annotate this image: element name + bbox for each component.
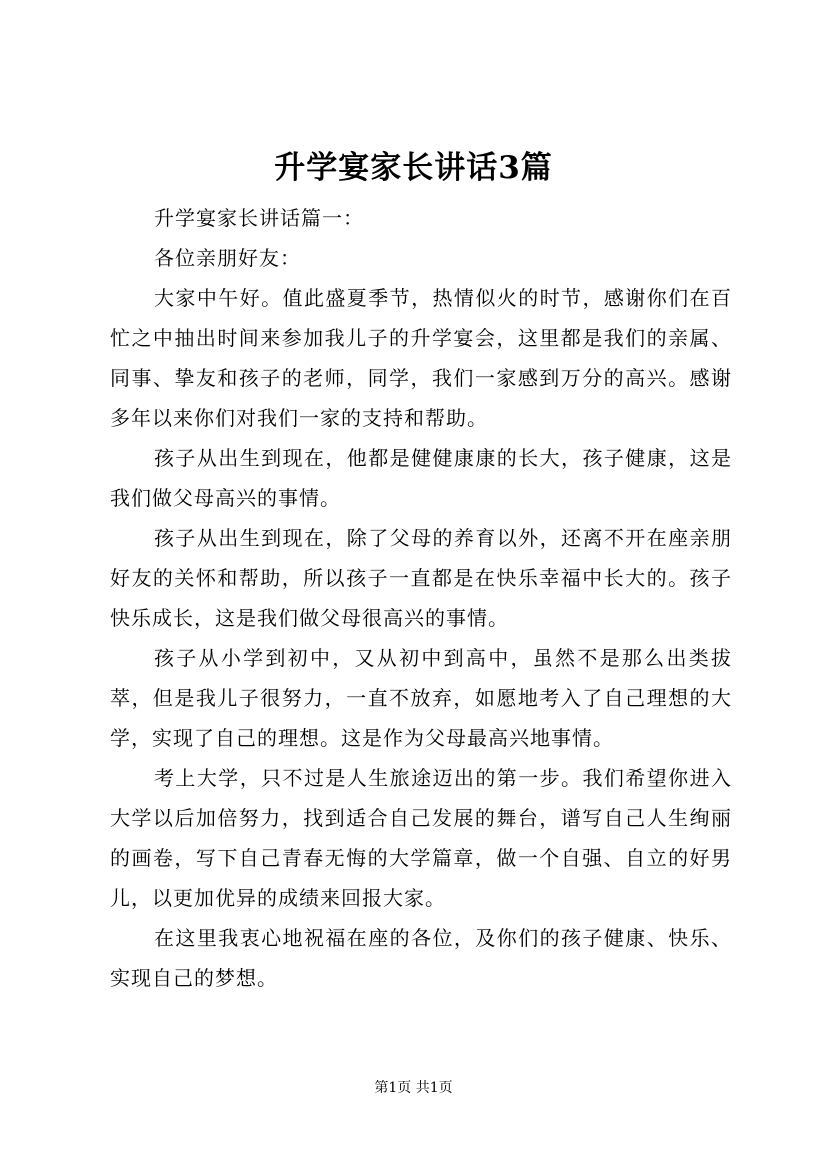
document-title: 升学宴家长讲话3篇 (274, 150, 553, 186)
paragraph: 考上大学，只不过是人生旅途迈出的第一步。我们希望你进入大学以后加倍努力，找到适合自己发展的舞台，谱写自己人生绚丽的画卷，写下自己青春无悔的大学篇章，做一个自强、自立的好男儿，以更加优异的成绩来回报大家。 (110, 766, 732, 910)
page-indicator: 第1页 共1页 (374, 1080, 453, 1096)
paragraph: 大家中午好。值此盛夏季节，热情似火的时节，感谢你们在百忙之中抽出时间来参加我儿子的升学宴会，这里都是我们的亲属、同事、挚友和孩子的老师，同学，我们一家感到万分的高兴。感谢多年以来你们对我们一家的支持和帮助。 (110, 286, 732, 430)
paragraph-heading: 升学宴家长讲话篇一： (154, 206, 364, 230)
paragraph: 孩子从出生到现在，除了父母的养育以外，还离不开在座亲朋好友的关怀和帮助，所以孩子一直都是在快乐幸福中长大的。孩子快乐成长，这是我们做父母很高兴的事情。 (110, 526, 732, 630)
paragraph: 孩子从小学到初中，又从初中到高中，虽然不是那么出类拔萃，但是我儿子很努力，一直不放弃，如愿地考入了自己理想的大学，实现了自己的理想。这是作为父母最高兴地事情。 (110, 646, 732, 750)
paragraph-salutation: 各位亲朋好友： (154, 246, 301, 270)
paragraph: 孩子从出生到现在，他都是健健康康的长大，孩子健康，这是我们做父母高兴的事情。 (110, 446, 732, 510)
document-body (110, 198, 732, 998)
page-footer (0, 1076, 827, 1100)
paragraph: 在这里我衷心地祝福在座的各位，及你们的孩子健康、快乐、实现自己的梦想。 (110, 926, 732, 990)
